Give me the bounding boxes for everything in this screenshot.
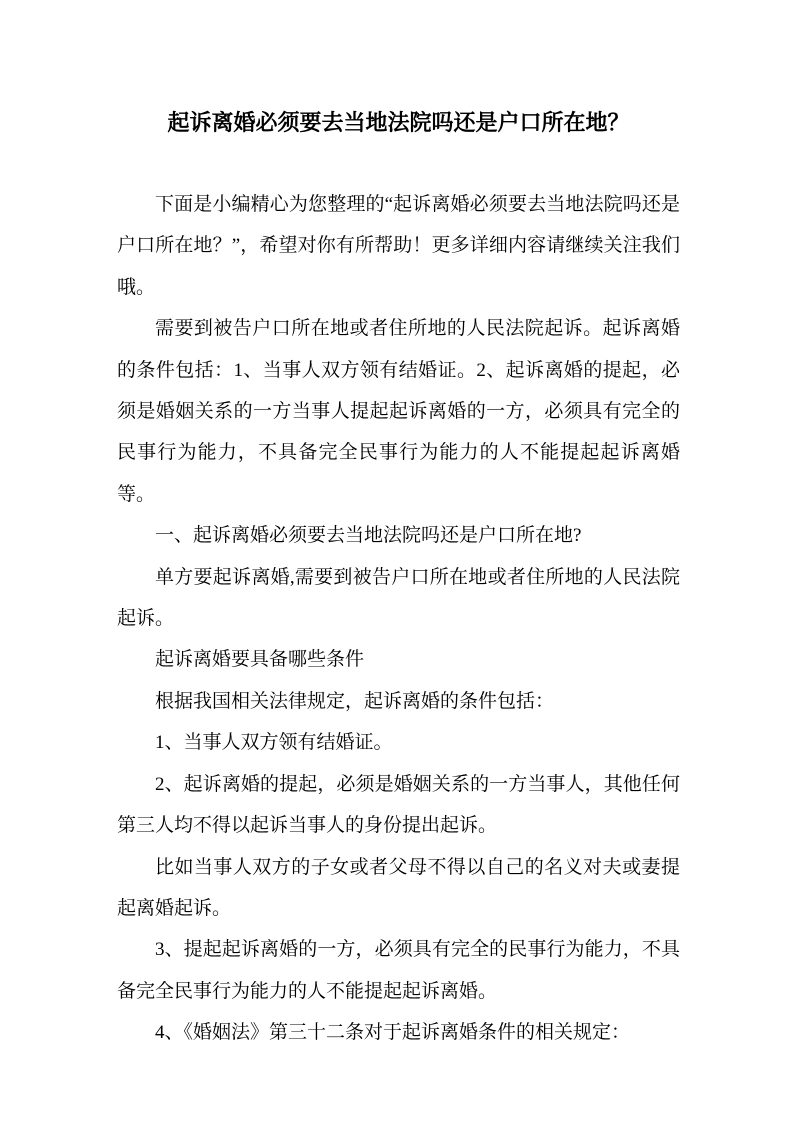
paragraph-condition-4: 4、《婚姻法》第三十二条对于起诉离婚条件的相关规定： [155, 1022, 631, 1044]
paragraph-conditions-lead: 根据我国相关法律规定，起诉离婚的条件包括： [155, 690, 555, 712]
paragraph-condition-3: 3、提起起诉离婚的一方，必须具有完全的民事行为能力，不具备完全民事行为能力的人不能提起起诉离婚。 [117, 939, 680, 1002]
paragraph-summary: 需要到被告户口所在地或者住所地的人民法院起诉。起诉离婚的条件包括：1、当事人双方领有结婚证。2、起诉离婚的提起，必须是婚姻关系的一方当事人提起起诉离婚的一方，必须具有完全的民事行为能力，不具备完全民事行为能力的人不能提起起诉离婚等。 [117, 318, 680, 505]
paragraph-subheading-conditions: 起诉离婚要具备哪些条件 [155, 649, 365, 671]
paragraph-answer: 单方要起诉离婚,需要到被告户口所在地或者住所地的人民法院起诉。 [117, 566, 680, 630]
paragraph-condition-2: 2、起诉离婚的提起，必须是婚姻关系的一方当事人，其他任何第三人均不得以起诉当事人的身份提出起诉。 [117, 773, 680, 837]
paragraph-condition-2-example: 比如当事人双方的子女或者父母不得以自己的名义对夫或妻提起离婚起诉。 [117, 856, 680, 919]
paragraph-intro: 下面是小编精心为您整理的“起诉离婚必须要去当地法院吗还是户口所在地？”，希望对你有所帮助！更多详细内容请继续关注我们哦。 [117, 194, 680, 298]
paragraph-condition-1: 1、当事人双方领有结婚证。 [155, 732, 393, 754]
paragraph-section-heading: 一、起诉离婚必须要去当地法院吗还是户口所在地? [155, 525, 582, 547]
document-title: 起诉离婚必须要去当地法院吗还是户口所在地？ [167, 110, 630, 135]
